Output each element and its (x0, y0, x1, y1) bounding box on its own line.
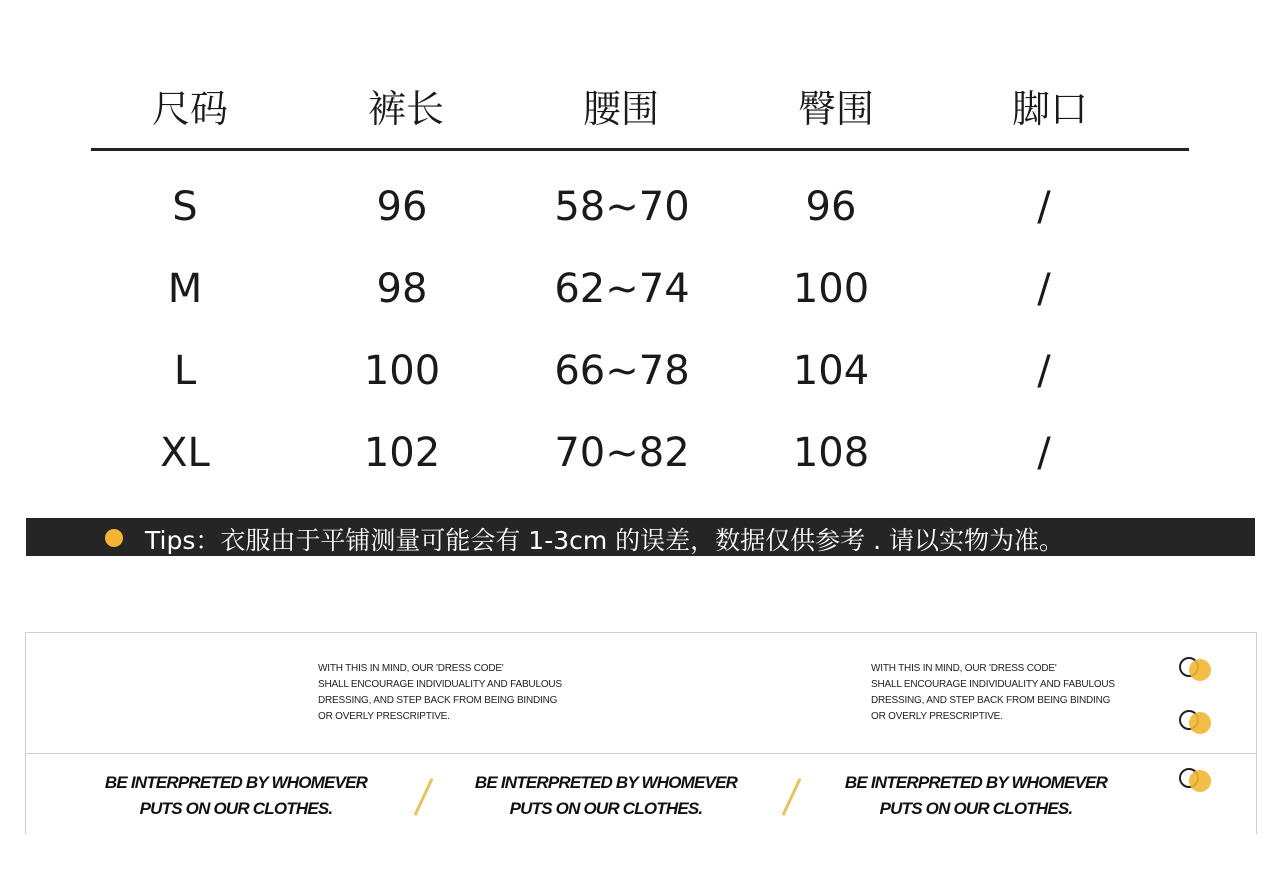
slogan-line: PUTS ON OUR CLOTHES. (879, 799, 1073, 818)
dress-code-line: SHALL ENCOURAGE INDIVIDUALITY AND FABULOUS (871, 679, 1115, 690)
bullet-dot-icon (105, 529, 123, 547)
slogan-line: BE INTERPRETED BY WHOMEVER (474, 773, 738, 792)
cell-size: L (173, 348, 197, 394)
cell-hip: 108 (792, 430, 870, 476)
cell-hip: 104 (792, 348, 870, 394)
cell-hip: 96 (805, 184, 857, 230)
tips-bar (26, 518, 1255, 556)
cell-waist: 58~70 (554, 184, 690, 230)
dress-code-line: OR OVERLY PRESCRIPTIVE. (871, 711, 1003, 722)
dress-code-line: WITH THIS IN MIND, OUR 'DRESS CODE' (871, 663, 1057, 674)
table-row (0, 266, 1280, 326)
dress-code-line: DRESSING, AND STEP BACK FROM BEING BINDING (871, 695, 1111, 706)
table-row (0, 430, 1280, 490)
cell-hip: 100 (792, 266, 870, 312)
tips-text: Tips：衣服由于平铺测量可能会有 1-3cm 的误差，数据仅供参考 . 请以实物为准。 (145, 526, 1065, 555)
cell-size: XL (160, 430, 210, 476)
header-divider (91, 148, 1189, 151)
slogan-3 (826, 770, 1126, 822)
circle-logo-icon (1179, 653, 1219, 685)
cell-leg-opening: / (1037, 430, 1051, 476)
header-size: 尺码 (151, 87, 229, 131)
slogan-line: BE INTERPRETED BY WHOMEVER (104, 773, 368, 792)
cell-waist: 66~78 (554, 348, 690, 394)
header-waist: 腰围 (582, 87, 660, 131)
slogan-line: PUTS ON OUR CLOTHES. (509, 799, 703, 818)
table-row (0, 348, 1280, 408)
cell-length: 100 (363, 348, 441, 394)
cell-leg-opening: / (1037, 348, 1051, 394)
slash-decoration (414, 778, 434, 816)
brand-banner (25, 632, 1257, 834)
slash-decoration (782, 778, 802, 816)
header-hip: 臀围 (797, 87, 875, 131)
header-length: 裤长 (367, 87, 445, 131)
cell-length: 102 (363, 430, 441, 476)
cell-waist: 62~74 (554, 266, 690, 312)
banner-divider (26, 753, 1256, 754)
slogan-2 (456, 770, 756, 822)
cell-length: 98 (376, 266, 428, 312)
slogan-line: PUTS ON OUR CLOTHES. (139, 799, 333, 818)
cell-size: S (172, 184, 198, 230)
cell-leg-opening: / (1037, 266, 1051, 312)
dress-code-line: SHALL ENCOURAGE INDIVIDUALITY AND FABULOUS (318, 679, 562, 690)
header-leg-opening: 脚口 (1011, 87, 1089, 131)
dress-code-line: OR OVERLY PRESCRIPTIVE. (318, 711, 450, 722)
dress-code-line: WITH THIS IN MIND, OUR 'DRESS CODE' (318, 663, 504, 674)
slogan-1 (86, 770, 386, 822)
circle-logo-icon (1179, 764, 1219, 796)
dress-code-line: DRESSING, AND STEP BACK FROM BEING BINDING (318, 695, 558, 706)
slogan-line: BE INTERPRETED BY WHOMEVER (844, 773, 1108, 792)
table-row (0, 184, 1280, 244)
cell-waist: 70~82 (554, 430, 690, 476)
cell-size: M (167, 266, 203, 312)
dress-code-text-left (318, 661, 562, 725)
cell-leg-opening: / (1037, 184, 1051, 230)
cell-length: 96 (376, 184, 428, 230)
dress-code-text-right (871, 661, 1115, 725)
circle-logo-icon (1179, 706, 1219, 738)
